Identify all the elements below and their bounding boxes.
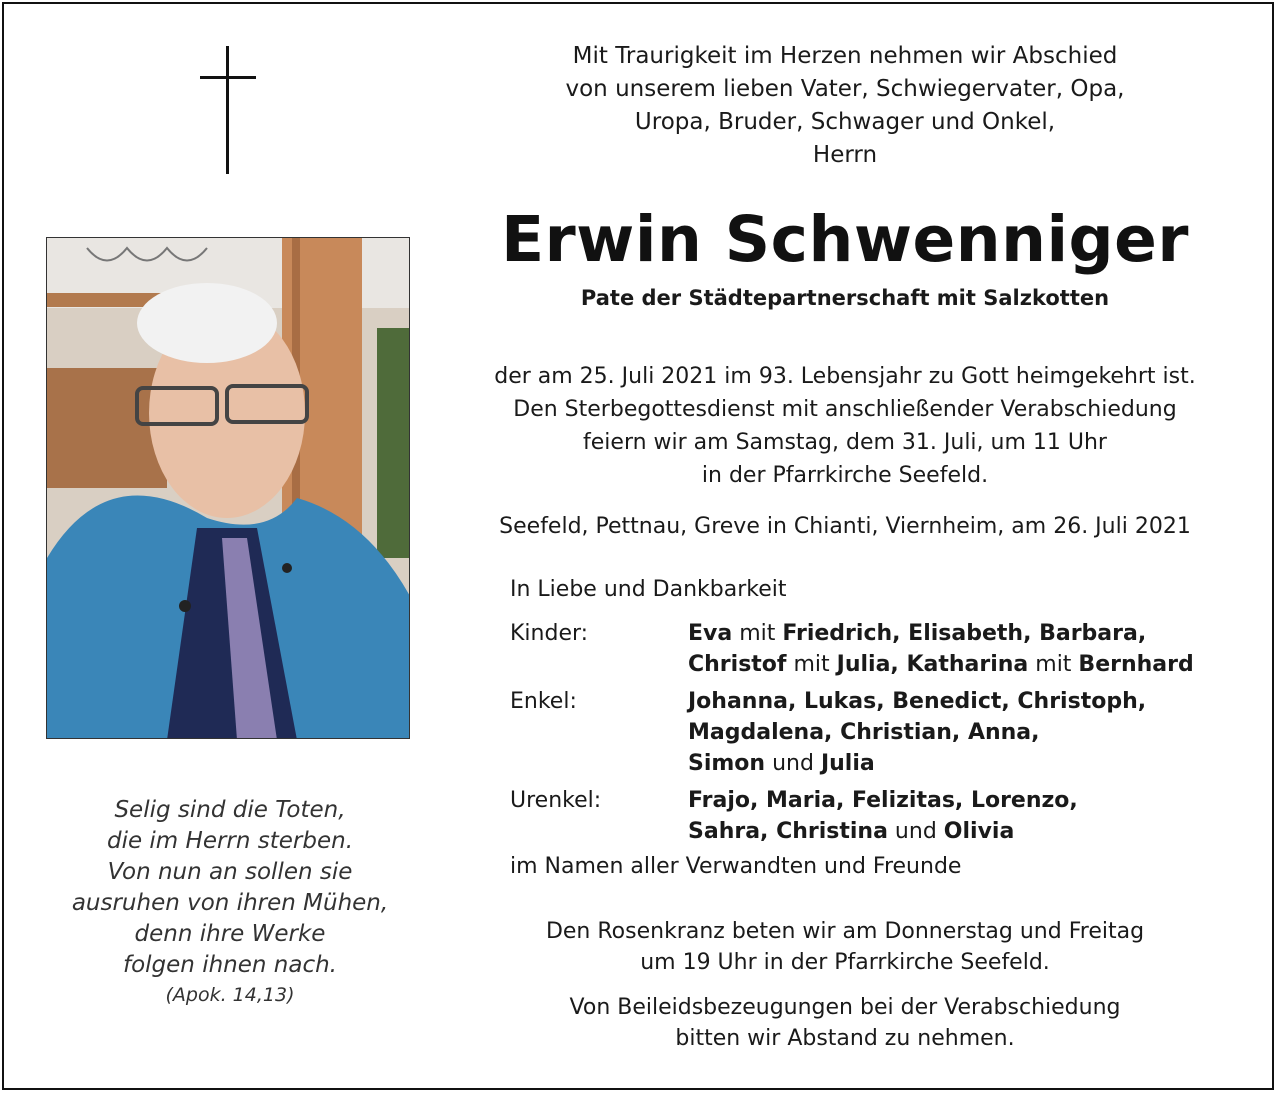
- death-line: in der Pfarrkirche Seefeld.: [701, 463, 989, 488]
- quote-line: Von nun an sollen sie: [107, 859, 353, 885]
- family-name: Johanna, Lukas, Benedict, Christoph,: [688, 689, 1147, 714]
- portrait-photo: [46, 237, 410, 739]
- quote-line: folgen ihnen nach.: [123, 952, 337, 978]
- death-notice: [440, 360, 1250, 492]
- family-names-line: [688, 649, 1194, 680]
- condolence-line: Von Beileidsbezeugungen bei der Verabschiedung: [569, 995, 1121, 1020]
- quote-line: denn ihre Werke: [134, 921, 326, 947]
- rosary-notice: [440, 916, 1250, 978]
- family-name: Eva: [688, 621, 733, 646]
- family-connector: und: [765, 751, 821, 776]
- family-name: Bernhard: [1078, 652, 1194, 677]
- family-label: Kinder:: [510, 621, 589, 646]
- family-name: Julia, Katharina: [836, 652, 1029, 677]
- quote-line: die im Herrn sterben.: [106, 828, 354, 854]
- family-names-line: [688, 816, 1078, 847]
- death-line: Den Sterbegottesdienst mit anschließender Verabschiedung: [513, 397, 1177, 422]
- condolence-line: bitten wir Abstand zu nehmen.: [675, 1026, 1015, 1051]
- family-name: Magdalena, Christian, Anna,: [688, 720, 1040, 745]
- family-name: Simon: [688, 751, 766, 776]
- intro-line: Herrn: [812, 142, 878, 168]
- death-line: feiern wir am Samstag, dem 31. Juli, um 11 Uhr: [583, 430, 1107, 455]
- deceased-subtitle: Pate der Städtepartnerschaft mit Salzkotten: [580, 286, 1110, 310]
- family-names: [688, 785, 1078, 847]
- family-names-line: [688, 686, 1146, 717]
- intro-line: Uropa, Bruder, Schwager und Onkel,: [634, 109, 1056, 135]
- rosary-line: Den Rosenkranz beten wir am Donnerstag und Freitag: [545, 919, 1145, 944]
- deceased-name: Erwin Schwenniger: [501, 203, 1189, 276]
- family-names-line: [688, 618, 1194, 649]
- cross-icon: [200, 46, 256, 174]
- condolence-notice: [440, 992, 1250, 1054]
- family-connector: mit: [1028, 652, 1079, 677]
- family-names-line: [688, 748, 1146, 779]
- intro-line: Mit Traurigkeit im Herzen nehmen wir Abschied: [572, 43, 1118, 69]
- family-row-enkel: [510, 686, 1250, 779]
- bible-quote: [40, 795, 420, 1009]
- family-name: Christof: [688, 652, 787, 677]
- family-label: Urenkel:: [510, 788, 602, 813]
- family-name: Frajo, Maria, Felizitas, Lorenzo,: [688, 788, 1078, 813]
- intro-text: [440, 40, 1250, 172]
- quote-reference: (Apok. 14,13): [165, 984, 295, 1006]
- family-names: [688, 686, 1146, 779]
- intro-line: von unserem lieben Vater, Schwiegervater, Opa,: [565, 76, 1125, 102]
- family-names: [688, 618, 1194, 680]
- family-row-kinder: [510, 618, 1250, 680]
- quote-line: Selig sind die Toten,: [114, 797, 346, 823]
- family-connector: mit: [786, 652, 837, 677]
- family-name: Sahra, Christina: [688, 819, 888, 844]
- family-names-line: [688, 717, 1146, 748]
- rosary-line: um 19 Uhr in der Pfarrkirche Seefeld.: [640, 950, 1050, 975]
- place-date: Seefeld, Pettnau, Greve in Chianti, Viernheim, am 26. Juli 2021: [499, 514, 1191, 539]
- family-list: [510, 574, 1250, 882]
- family-connector: und: [887, 819, 944, 844]
- family-names-line: [688, 785, 1078, 816]
- family-row-urenkel: [510, 785, 1250, 847]
- family-label: Enkel:: [510, 689, 577, 714]
- quote-line: ausruhen von ihren Mühen,: [71, 890, 389, 916]
- death-line: der am 25. Juli 2021 im 93. Lebensjahr zu Gott heimgekehrt ist.: [494, 364, 1196, 389]
- family-lead: In Liebe und Dankbarkeit: [510, 577, 787, 602]
- family-tail: im Namen aller Verwandten und Freunde: [510, 854, 962, 879]
- family-name: Friedrich, Elisabeth, Barbara,: [782, 621, 1147, 646]
- family-name: Olivia: [943, 819, 1015, 844]
- family-name: Julia: [820, 751, 875, 776]
- family-connector: mit: [732, 621, 783, 646]
